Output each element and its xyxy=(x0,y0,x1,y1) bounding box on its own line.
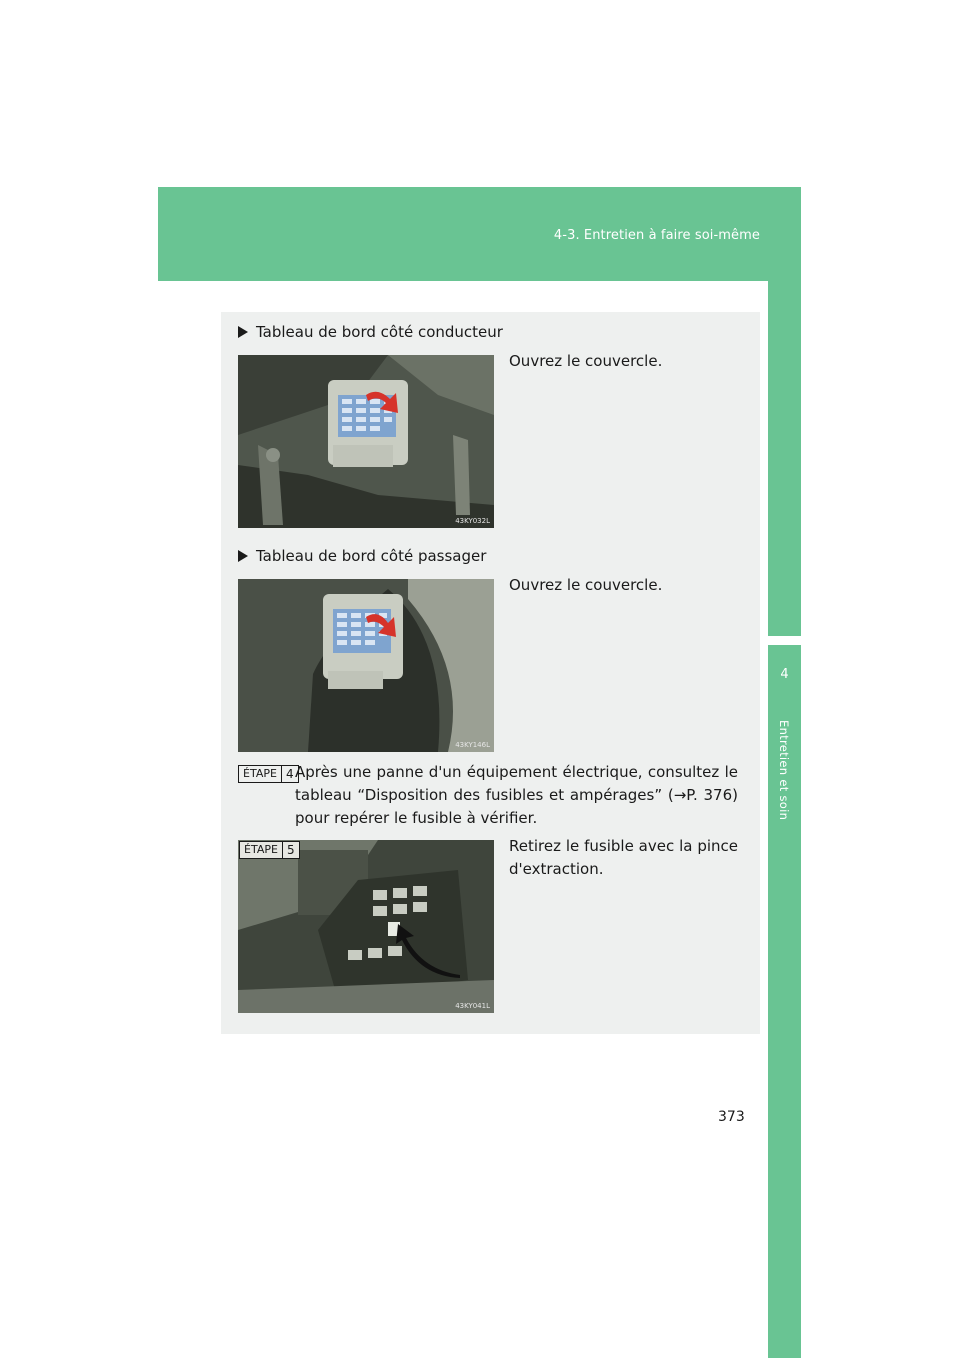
side-tab-divider xyxy=(768,636,801,645)
step5-line2: d'extraction. xyxy=(509,860,604,878)
section-heading-text: Tableau de bord côté passager xyxy=(256,547,487,565)
step5-line1: Retirez le fusible avec la pince xyxy=(509,837,738,855)
step-badge-5 xyxy=(239,841,300,859)
chapter-label: Entretien et soin xyxy=(777,720,791,821)
photo-passenger-fuse-box xyxy=(238,579,494,752)
step-label: ÉTAPE xyxy=(240,842,283,858)
photo-code: 43KY146L xyxy=(455,741,490,749)
header-band xyxy=(158,187,801,281)
step-number: 5 xyxy=(286,843,295,857)
chapter-number: 4 xyxy=(780,667,789,682)
step4-line3: pour repérer le fusible à vérifier. xyxy=(295,809,538,827)
triangle-bullet-icon xyxy=(238,326,248,338)
photo-code: 43KY032L xyxy=(455,517,490,525)
photo-code: 43KY041L xyxy=(455,1002,490,1010)
step4-line1: Après une panne d'un équipement électrique, consultez le xyxy=(295,763,738,781)
page-number: 373 xyxy=(718,1109,745,1125)
photo-fuse-extractor xyxy=(238,840,494,1013)
instruction-open-cover-passenger: Ouvrez le couvercle. xyxy=(509,576,663,594)
instruction-open-cover-driver: Ouvrez le couvercle. xyxy=(509,352,663,370)
step-badge-4 xyxy=(238,765,299,783)
section-heading-text: Tableau de bord côté conducteur xyxy=(256,323,503,341)
step-number: 4 xyxy=(285,767,294,781)
photo-driver-fuse-box xyxy=(238,355,494,528)
triangle-bullet-icon xyxy=(238,550,248,562)
section-title: 4-3. Entretien à faire soi-même xyxy=(553,228,760,243)
section-heading-passenger xyxy=(238,547,486,565)
content-panel xyxy=(221,312,760,1034)
step4-line2: tableau “Disposition des fusibles et ampérages” (→P. 376) xyxy=(295,786,738,804)
section-heading-driver xyxy=(238,323,503,341)
chapter-tab xyxy=(768,645,801,725)
step-label: ÉTAPE xyxy=(239,766,282,782)
chapter-label-wrap xyxy=(768,720,801,830)
